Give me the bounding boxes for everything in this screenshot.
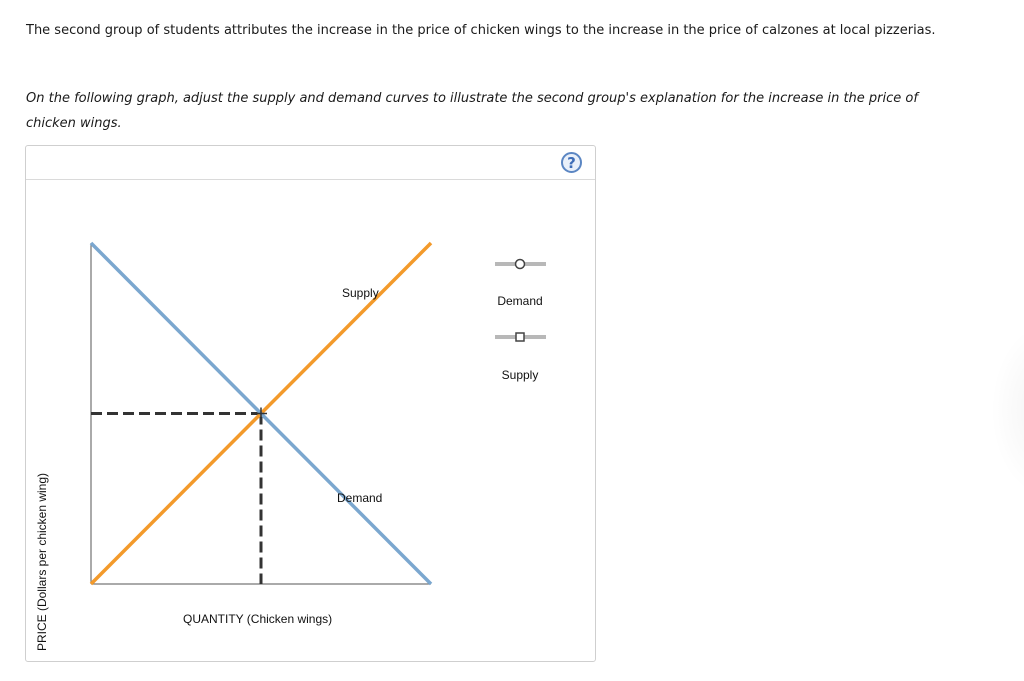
supply-demand-graph (26, 146, 595, 661)
supply-curve-label: Supply (342, 286, 379, 300)
y-axis-label: PRICE (Dollars per chicken wing) (35, 472, 49, 652)
circle-marker-icon (516, 260, 525, 269)
legend-demand-label: Demand (497, 294, 543, 308)
demand-curve-label: Demand (337, 491, 383, 505)
legend-supply-label: Supply (501, 368, 539, 382)
edge-shadow (990, 320, 1024, 500)
help-icon[interactable]: ? (561, 152, 582, 173)
square-marker-icon (516, 333, 524, 341)
legend-demand-tool[interactable] (495, 260, 546, 269)
x-axis-label: QUANTITY (Chicken wings) (183, 612, 333, 626)
legend-supply-tool[interactable] (495, 333, 546, 341)
instruction-text: On the following graph, adjust the supply and demand curves to illustrate the second group's explanation for the increase in the price of chicken wings. (26, 91, 918, 131)
graph-panel (25, 145, 596, 662)
question-text: The second group of students attributes the increase in the price of chicken wings to the increase in the price of calzones at local pizzerias. (26, 23, 936, 38)
